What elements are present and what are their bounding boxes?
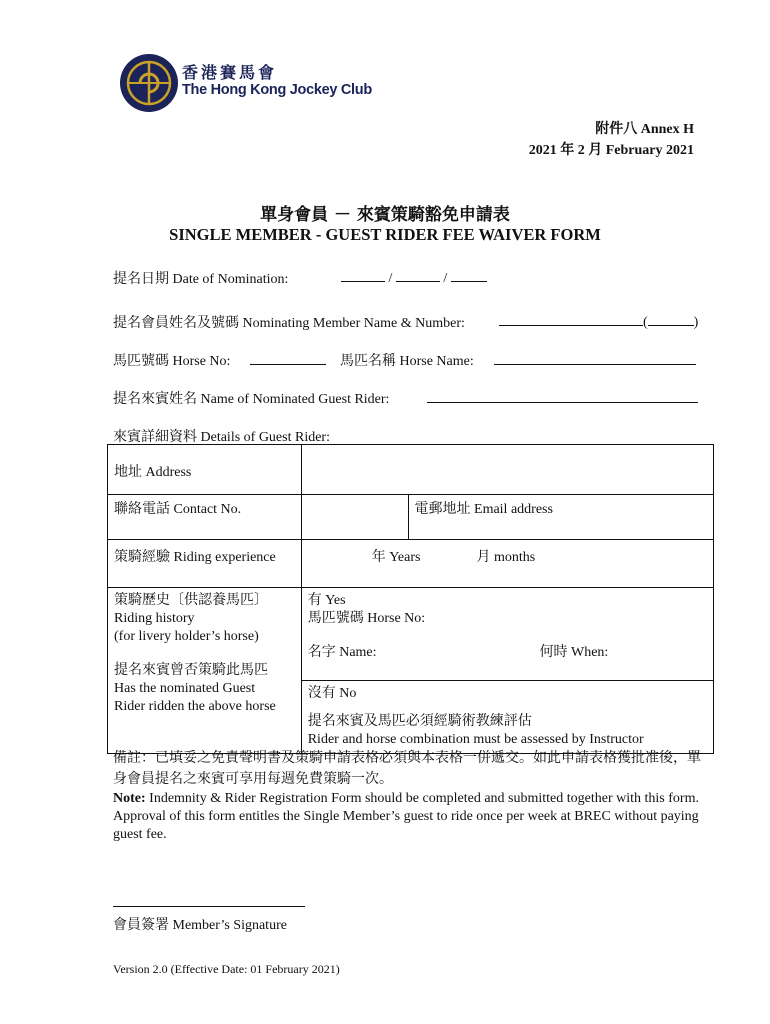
table-row xyxy=(108,540,714,588)
table-row xyxy=(108,588,714,681)
guest-details-table xyxy=(107,444,714,754)
horse-no-blank[interactable] xyxy=(250,351,326,365)
ridden-en: Has the nominated Guest xyxy=(114,681,256,696)
date-separator: / xyxy=(443,271,448,286)
version-footer: Version 2.0 (Effective Date: 01 February 2021) xyxy=(113,962,340,976)
note-text: Indemnity & Rider Registration Form should be completed and submitted together with this form. Approval of this form entitles the Single Member’s guest to ride once per week at BREC without paying guest fee. xyxy=(113,791,699,842)
ridden-zh: 提名來賓曾否策騎此馬匹 xyxy=(114,663,268,678)
annex-label: 附件八 Annex H xyxy=(595,122,694,137)
horse-name-blank[interactable] xyxy=(494,351,696,365)
date-label: 提名日期 Date of Nomination: xyxy=(113,272,289,287)
yes-name-label: 名字 Name: xyxy=(307,645,377,660)
history-zh: 策騎歷史〔供認養馬匹〕 xyxy=(114,593,268,608)
table-row xyxy=(108,495,714,540)
no-note-zh: 提名來賓及馬匹必須經騎術教練評估 xyxy=(307,714,532,729)
note-chinese: 備註：已填妥之免責聲明書及策騎申請表格必須與本表格一併遞交。如此申請表格獲批准後，單身會員提名之來賓可享用每週免費策騎一次。 xyxy=(113,750,701,787)
date-day-blank[interactable] xyxy=(341,268,385,282)
date-field[interactable] xyxy=(341,268,487,287)
paren-open: ( xyxy=(643,315,648,330)
note-label: Note: xyxy=(113,791,146,806)
months-label: 月 months xyxy=(476,550,536,565)
date-month-blank[interactable] xyxy=(396,268,440,282)
contact-label: 聯絡電話 Contact No. xyxy=(108,495,302,540)
experience-cell[interactable] xyxy=(301,540,713,588)
member-number-blank[interactable] xyxy=(648,312,694,326)
date-separator: / xyxy=(388,271,393,286)
history-en-note: (for livery holder’s horse) xyxy=(114,629,259,644)
yes-when-label: 何時 When: xyxy=(539,645,609,660)
guest-name-label: 提名來賓姓名 Name of Nominated Guest Rider: xyxy=(113,392,390,407)
date-year-blank[interactable] xyxy=(451,268,487,282)
note-english xyxy=(113,790,703,844)
signature-line[interactable] xyxy=(113,906,305,907)
address-cell[interactable] xyxy=(301,445,713,495)
details-label: 來賓詳細資料 Details of Guest Rider: xyxy=(113,430,330,445)
logo-chinese-name: 香港賽馬會 xyxy=(182,63,278,82)
guest-name-blank[interactable] xyxy=(427,389,698,403)
no-cell[interactable] xyxy=(301,681,713,754)
member-label: 提名會員姓名及號碼 Nominating Member Name & Number: xyxy=(113,316,465,331)
experience-label: 策騎經驗 Riding experience xyxy=(108,540,302,588)
paren-close: ) xyxy=(693,315,699,330)
yes-cell[interactable] xyxy=(301,588,713,681)
annex-date: 2021 年 2 月 February 2021 xyxy=(528,143,694,158)
contact-cell[interactable] xyxy=(301,495,408,540)
ridden-en-2: Rider ridden the above horse xyxy=(114,699,276,714)
horse-no-label: 馬匹號碼 Horse No: xyxy=(113,354,231,369)
yes-horse-no-label: 馬匹號碼 Horse No: xyxy=(307,611,426,626)
yes-option[interactable]: 有 Yes xyxy=(307,593,346,608)
email-label[interactable]: 電郵地址 Email address xyxy=(408,495,713,540)
address-label: 地址 Address xyxy=(108,445,302,495)
no-note-en: Rider and horse combination must be assessed by Instructor xyxy=(307,732,644,747)
member-field[interactable] xyxy=(499,312,698,331)
logo-english-name: The Hong Kong Jockey Club xyxy=(182,82,372,98)
history-en: Riding history xyxy=(114,611,195,626)
horse-name-label: 馬匹名稱 Horse Name: xyxy=(340,354,474,369)
no-option[interactable]: 沒有 No xyxy=(307,686,357,701)
member-name-blank[interactable] xyxy=(499,312,643,326)
hkjc-logo xyxy=(118,52,180,114)
history-label xyxy=(108,588,302,754)
signature-label: 會員簽署 Member’s Signature xyxy=(113,918,287,933)
table-row xyxy=(108,445,714,495)
form-title-english: SINGLE MEMBER - GUEST RIDER FEE WAIVER FORM xyxy=(169,225,601,244)
years-label: 年 Years xyxy=(371,550,421,565)
form-title-chinese: 單身會員 － 來賓策騎豁免申請表 xyxy=(260,205,510,225)
